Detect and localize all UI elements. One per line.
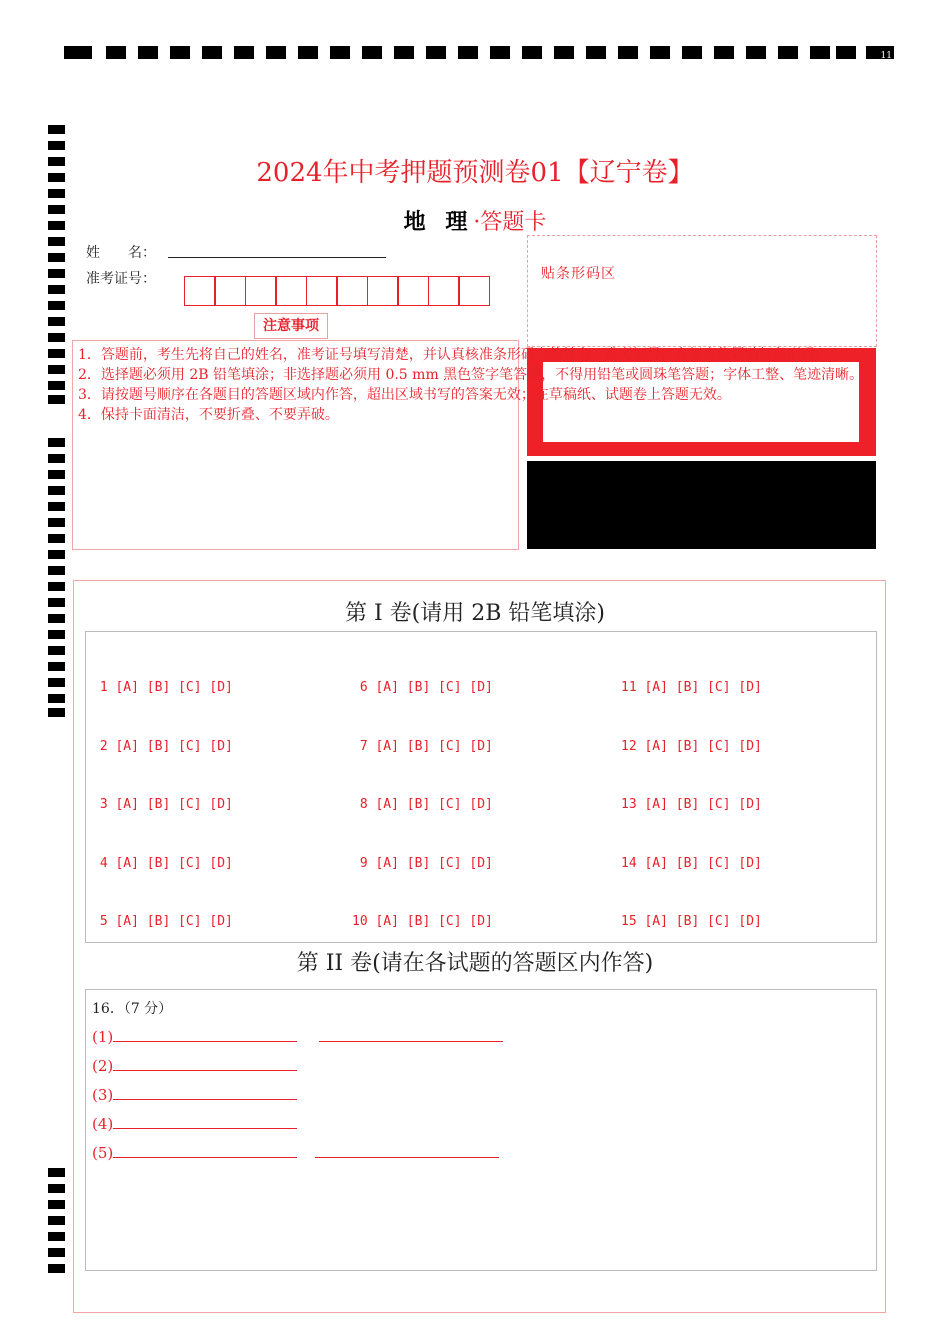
- answer-part-5[interactable]: [92, 1143, 499, 1162]
- page-number: 11: [866, 46, 894, 59]
- mcq-column-1[interactable]: [92, 639, 233, 951]
- mcq-row[interactable]: 3 [A] [B] [C] [D]: [92, 797, 233, 812]
- id-digit-box[interactable]: [214, 276, 246, 306]
- answer-part-3[interactable]: [92, 1085, 297, 1104]
- id-digit-box[interactable]: [428, 276, 460, 306]
- id-digit-box[interactable]: [184, 276, 216, 306]
- mcq-row[interactable]: 15 [A] [B] [C] [D]: [621, 914, 762, 929]
- id-digit-box[interactable]: [367, 276, 399, 306]
- part-label: (4): [92, 1115, 114, 1133]
- card-label: ·答题卡: [473, 210, 547, 235]
- answer-part-2[interactable]: [92, 1056, 297, 1075]
- part-label: (3): [92, 1086, 114, 1104]
- part-label: (5): [92, 1144, 114, 1162]
- mcq-column-2[interactable]: [352, 639, 493, 951]
- id-digit-box[interactable]: [275, 276, 307, 306]
- id-digit-box[interactable]: [397, 276, 429, 306]
- question-16-header: 16．（7 分）: [92, 1001, 173, 1017]
- id-digit-box[interactable]: [458, 276, 490, 306]
- barcode-label: 贴条形码区: [541, 266, 616, 282]
- id-label: 准考证号：: [86, 271, 156, 287]
- answer-line[interactable]: [319, 1027, 503, 1042]
- answer-line[interactable]: [113, 1114, 297, 1129]
- notice-text: [78, 345, 863, 425]
- notice-line: 3．请按题号顺序在各题目的答题区域内作答，超出区域书写的答案无效；在草稿纸、试题卷上答题无效。: [78, 387, 731, 403]
- answer-part-4[interactable]: [92, 1114, 297, 1133]
- mcq-row[interactable]: 9 [A] [B] [C] [D]: [352, 855, 493, 871]
- mcq-row[interactable]: 7 [A] [B] [C] [D]: [352, 738, 493, 754]
- mcq-row[interactable]: 10 [A] [B] [C] [D]: [352, 914, 493, 929]
- name-label: 姓 名：: [86, 245, 156, 261]
- id-digit-box[interactable]: [306, 276, 338, 306]
- subject-name: 地 理: [403, 209, 474, 235]
- name-field[interactable]: [168, 257, 386, 258]
- mcq-row[interactable]: 6 [A] [B] [C] [D]: [352, 680, 493, 695]
- id-digit-box[interactable]: [245, 276, 277, 306]
- answer-line[interactable]: [113, 1143, 297, 1158]
- part-label: (1): [92, 1028, 114, 1046]
- mcq-row[interactable]: 4 [A] [B] [C] [D]: [92, 855, 233, 871]
- mcq-row[interactable]: 14 [A] [B] [C] [D]: [621, 855, 762, 871]
- notice-tag: 注意事项: [254, 313, 328, 339]
- black-block: [527, 461, 876, 549]
- mcq-row[interactable]: 1 [A] [B] [C] [D]: [92, 680, 233, 695]
- page-title: 2024年中考押题预测卷01【辽宁卷】: [256, 158, 694, 188]
- answer-line[interactable]: [113, 1027, 297, 1042]
- answer-line[interactable]: [113, 1085, 297, 1100]
- subtitle: [0, 205, 950, 236]
- mcq-row[interactable]: 13 [A] [B] [C] [D]: [621, 797, 762, 812]
- answer-line[interactable]: [315, 1143, 499, 1158]
- section1-title: 第 I 卷(请用 2B 铅笔填涂): [345, 601, 605, 626]
- answer-part-1[interactable]: [92, 1027, 503, 1046]
- notice-line: 1．答题前，考生先将自己的姓名，准考证号填写清楚，并认真核准条形码上的姓名、准考证号，在规定位置贴好条形码。: [78, 347, 829, 363]
- mcq-row[interactable]: 12 [A] [B] [C] [D]: [621, 738, 762, 754]
- section2-title: 第 II 卷(请在各试题的答题区内作答): [296, 951, 654, 976]
- mcq-row[interactable]: 5 [A] [B] [C] [D]: [92, 914, 233, 929]
- part-label: (2): [92, 1057, 114, 1075]
- mcq-row[interactable]: 8 [A] [B] [C] [D]: [352, 797, 493, 812]
- mcq-column-3[interactable]: [621, 639, 762, 951]
- id-digit-box[interactable]: [336, 276, 368, 306]
- notice-line: 4．保持卡面清洁，不要折叠、不要弄破。: [78, 407, 339, 423]
- answer-line[interactable]: [113, 1056, 297, 1071]
- id-number-grid[interactable]: [185, 276, 490, 306]
- notice-line: 2．选择题必须用 2B 铅笔填涂；非选择题必须用 0.5 mm 黑色签字笔答题，不得用铅笔或圆珠笔答题；字体工整、笔迹清晰。: [78, 367, 864, 383]
- barcode-area: [527, 235, 877, 347]
- mcq-row[interactable]: 11 [A] [B] [C] [D]: [621, 680, 762, 695]
- mcq-row[interactable]: 2 [A] [B] [C] [D]: [92, 738, 233, 754]
